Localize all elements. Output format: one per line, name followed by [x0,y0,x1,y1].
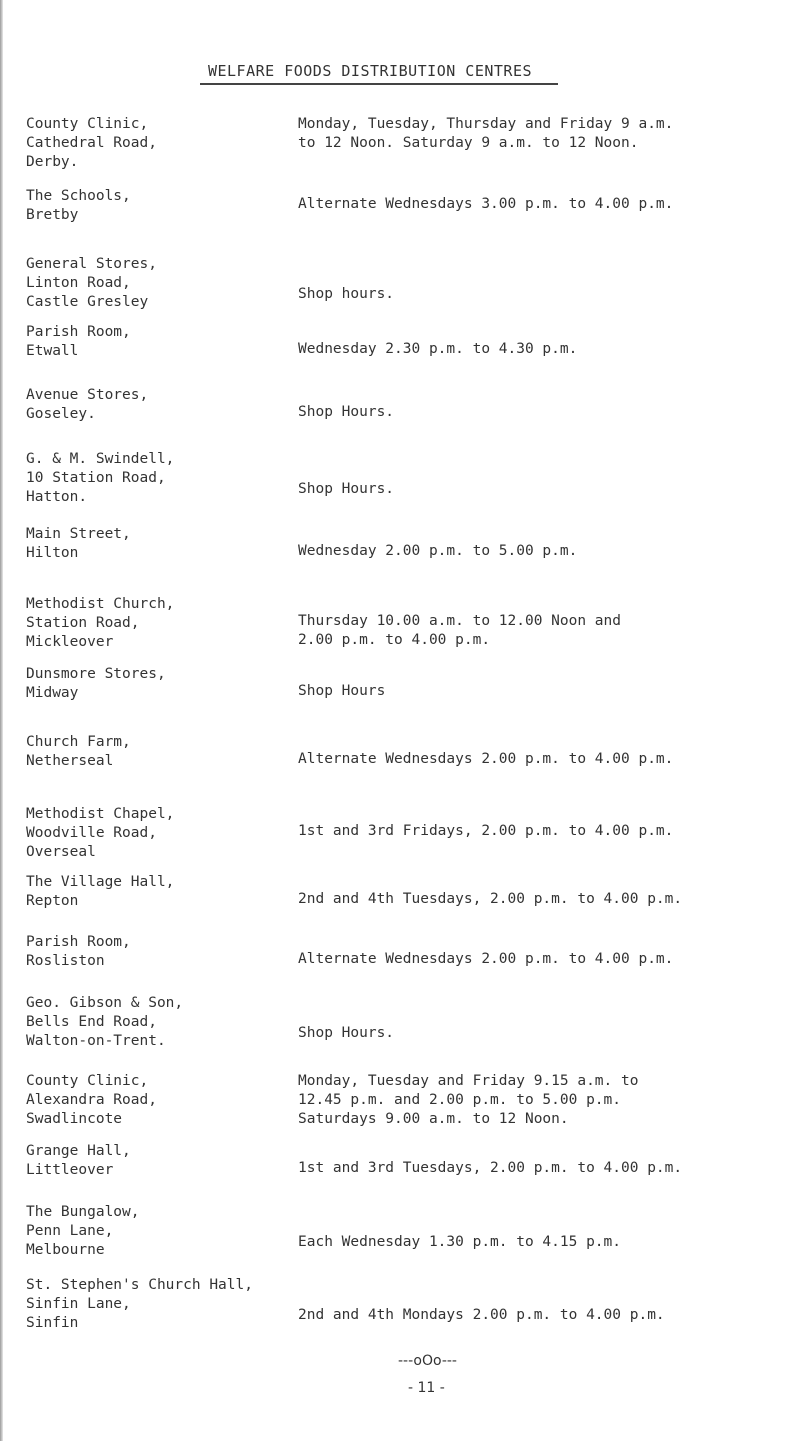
centre-hours [298,1072,798,1129]
centre-hours [298,612,798,650]
centre-hours [298,1233,798,1252]
centre-hours [298,750,798,769]
centre-location [26,805,286,862]
location-line: Sinfin [26,1315,79,1331]
location-line: Alexandra Road, [26,1092,157,1108]
hours-line: Shop Hours. [298,481,395,497]
location-line: Hatton. [26,489,88,505]
hours-line: Wednesday 2.30 p.m. to 4.30 p.m. [298,341,578,357]
centre-location [26,873,286,911]
location-line: Castle Gresley [26,294,149,310]
centre-location [26,733,286,771]
centre-location [26,1072,286,1129]
hours-line: 2.00 p.m. to 4.00 p.m. [298,632,491,648]
hours-line: to 12 Noon. Saturday 9 a.m. to 12 Noon. [298,135,639,151]
location-line: Midway [26,685,79,701]
centre-location [26,450,286,507]
location-line: Parish Room, [26,934,131,950]
title-underline [200,83,558,85]
centre-hours [298,890,798,909]
location-line: Netherseal [26,753,114,769]
hours-line: Shop Hours [298,683,386,699]
hours-line: 1st and 3rd Tuesdays, 2.00 p.m. to 4.00 p.m. [298,1160,683,1176]
centre-hours [298,822,798,841]
location-line: Swadlincote [26,1111,123,1127]
centre-hours [298,682,798,701]
location-line: Methodist Church, [26,596,175,612]
location-line: Church Farm, [26,734,131,750]
location-line: Grange Hall, [26,1143,131,1159]
location-line: Mickleover [26,634,114,650]
location-line: G. & M. Swindell, [26,451,175,467]
centre-location [26,323,286,361]
location-line: Goseley. [26,406,96,422]
hours-line: Wednesday 2.00 p.m. to 5.00 p.m. [298,543,578,559]
location-line: Derby. [26,154,79,170]
hours-line: Shop hours. [298,286,395,302]
location-line: Repton [26,893,79,909]
centre-location [26,1276,286,1333]
hours-line: Monday, Tuesday and Friday 9.15 a.m. to [298,1073,639,1089]
centre-hours [298,340,798,359]
centre-location [26,1203,286,1260]
centre-hours [298,542,798,561]
centre-hours [298,950,798,969]
centre-location [26,595,286,652]
centre-hours [298,1306,798,1325]
hours-line: Alternate Wednesdays 2.00 p.m. to 4.00 p.m. [298,951,674,967]
location-line: Dunsmore Stores, [26,666,166,682]
centre-hours [298,115,798,153]
location-line: Penn Lane, [26,1223,114,1239]
location-line: County Clinic, [26,116,149,132]
page-title: WELFARE FOODS DISTRIBUTION CENTRES [207,62,533,80]
centre-hours [298,480,798,499]
location-line: Geo. Gibson & Son, [26,995,184,1011]
hours-line: 1st and 3rd Fridays, 2.00 p.m. to 4.00 p.m. [298,823,674,839]
location-line: Littleover [26,1162,114,1178]
centre-location [26,665,286,703]
location-line: Melbourne [26,1242,105,1258]
centre-hours [298,1024,798,1043]
centre-location [26,187,286,225]
centre-location [26,115,286,172]
location-line: St. Stephen's Church Hall, [26,1277,253,1293]
location-line: Station Road, [26,615,140,631]
centre-location [26,994,286,1051]
scan-edge [0,0,3,1441]
centre-location [26,525,286,563]
location-line: Avenue Stores, [26,387,149,403]
location-line: Overseal [26,844,96,860]
location-line: Cathedral Road, [26,135,157,151]
centre-hours [298,195,798,214]
centre-location [26,255,286,312]
location-line: Parish Room, [26,324,131,340]
centre-hours [298,403,798,422]
location-line: The Bungalow, [26,1204,140,1220]
location-line: Hilton [26,545,79,561]
location-line: Sinfin Lane, [26,1296,131,1312]
location-line: Main Street, [26,526,131,542]
centre-hours [298,1159,798,1178]
centre-location [26,1142,286,1180]
hours-line: Each Wednesday 1.30 p.m. to 4.15 p.m. [298,1234,622,1250]
centre-location [26,386,286,424]
hours-line: 2nd and 4th Tuesdays, 2.00 p.m. to 4.00 p.m. [298,891,683,907]
location-line: 10 Station Road, [26,470,166,486]
centre-hours [298,285,798,304]
hours-line: Monday, Tuesday, Thursday and Friday 9 a.m. [298,116,674,132]
location-line: The Village Hall, [26,874,175,890]
location-line: General Stores, [26,256,157,272]
hours-line: 12.45 p.m. and 2.00 p.m. to 5.00 p.m. [298,1092,622,1108]
location-line: Bretby [26,207,79,223]
hours-line: Alternate Wednesdays 3.00 p.m. to 4.00 p.m. [298,196,674,212]
hours-line: Alternate Wednesdays 2.00 p.m. to 4.00 p.m. [298,751,674,767]
location-line: Methodist Chapel, [26,806,175,822]
location-line: Walton-on-Trent. [26,1033,166,1049]
location-line: County Clinic, [26,1073,149,1089]
centre-location [26,933,286,971]
hours-line: Shop Hours. [298,404,395,420]
location-line: Woodville Road, [26,825,157,841]
location-line: Rosliston [26,953,105,969]
location-line: Bells End Road, [26,1014,157,1030]
end-mark: ---oOo--- [398,1353,457,1369]
location-line: Etwall [26,343,79,359]
hours-line: 2nd and 4th Mondays 2.00 p.m. to 4.00 p.m. [298,1307,665,1323]
hours-line: Thursday 10.00 a.m. to 12.00 Noon and [298,613,622,629]
location-line: Linton Road, [26,275,131,291]
page-number: - 11 - [408,1380,445,1396]
hours-line: Shop Hours. [298,1025,395,1041]
hours-line: Saturdays 9.00 a.m. to 12 Noon. [298,1111,569,1127]
location-line: The Schools, [26,188,131,204]
